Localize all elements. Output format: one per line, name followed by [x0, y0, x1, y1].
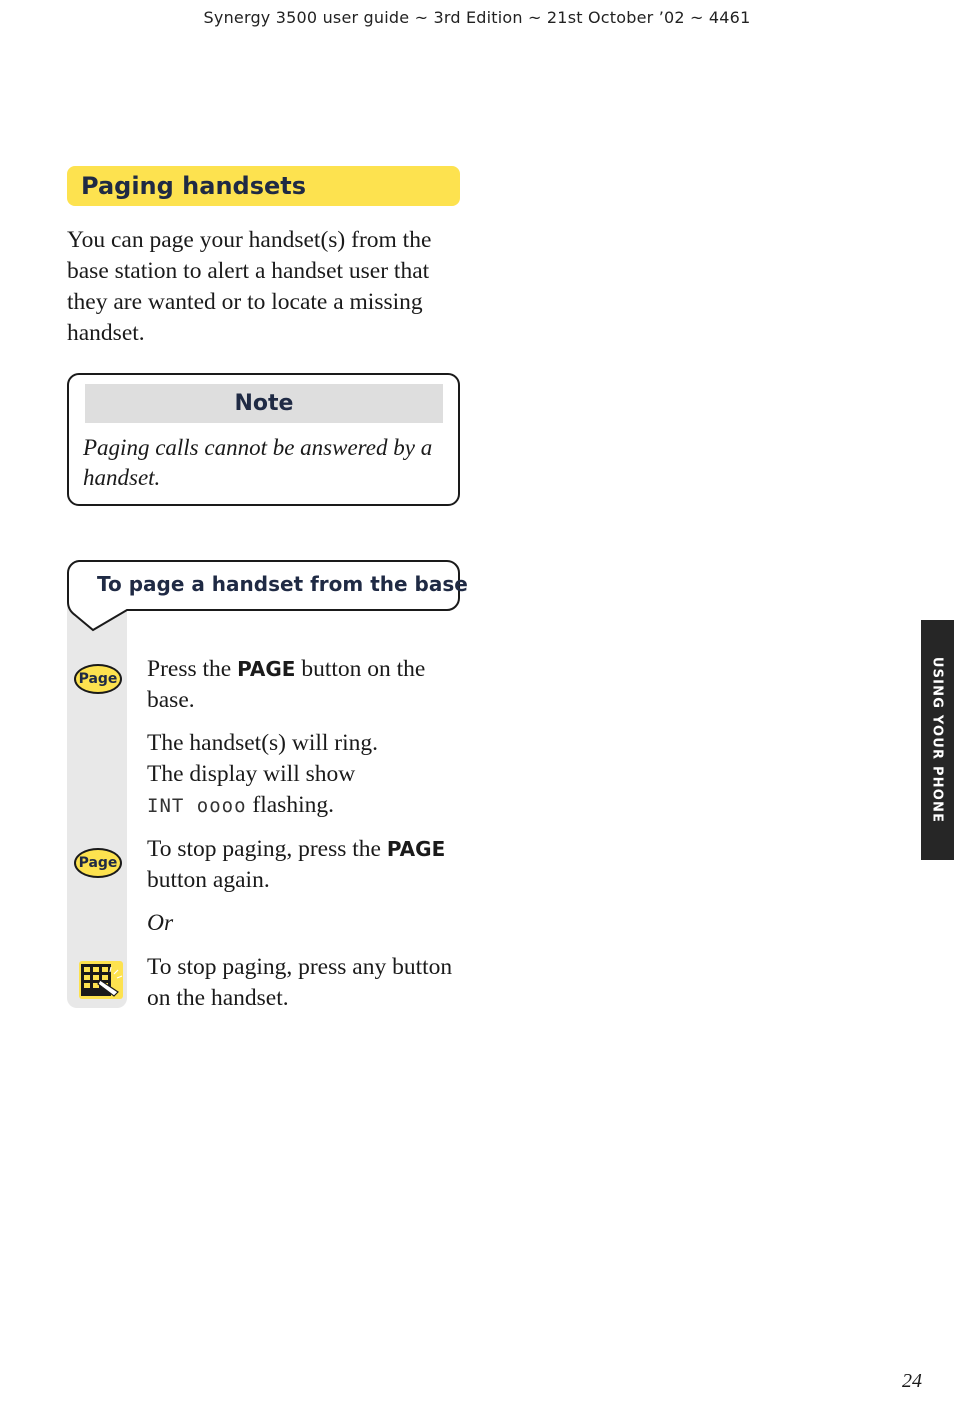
step-press-page-after: button on the base.: [147, 656, 426, 713]
note-box: [67, 373, 460, 506]
procedure-title: To page a handset from the base: [97, 572, 468, 596]
side-section-tab-label: USING YOUR PHONE: [929, 656, 945, 824]
lcd-display-text: INT oooo: [147, 795, 247, 817]
page-button-icon: [74, 664, 122, 694]
step-stop-paging-after: button again.: [147, 867, 270, 893]
note-text: Paging calls cannot be answered by a handset.: [83, 435, 433, 490]
step-stop-paging-page: [147, 834, 459, 896]
step-stop-paging-before: To stop paging, press the: [147, 836, 387, 862]
step-press-page-before: Press the: [147, 656, 238, 682]
step-handset-rings-line1: The handset(s) will ring.: [147, 730, 379, 756]
intro-paragraph: You can page your handset(s) from the base station to alert a handset user that they are wanted or to locate a missing handset.: [67, 227, 432, 346]
page-key-label: PAGE: [386, 837, 446, 861]
step-stop-paging-any-button: To stop paging, press any button on the handset.: [147, 954, 453, 1011]
step-handset-rings-line2: The display will show: [147, 761, 356, 787]
note-heading: Note: [85, 384, 443, 423]
step-press-page: [147, 654, 459, 716]
procedure-header-callout-shape: [67, 560, 461, 632]
side-section-tab: [921, 620, 954, 860]
page-button-icon-label: Page: [78, 671, 118, 687]
page-button-icon: [74, 848, 122, 878]
running-header: Synergy 3500 user guide ~ 3rd Edition ~ 21st October ’02 ~ 4461: [203, 8, 751, 27]
procedure-icon-rail: [67, 590, 127, 1008]
or-separator: Or: [147, 910, 174, 936]
page-button-icon-label: Page: [78, 855, 118, 871]
page-number: 24: [902, 1370, 922, 1392]
handset-keypad-icon: [78, 960, 124, 1000]
section-title-bar: [67, 166, 460, 206]
step-handset-rings-after: flashing.: [246, 792, 334, 818]
page-key-label: PAGE: [237, 657, 296, 681]
procedure-header: [67, 560, 468, 632]
section-title: Paging handsets: [81, 172, 307, 200]
step-handset-rings: [147, 728, 459, 822]
